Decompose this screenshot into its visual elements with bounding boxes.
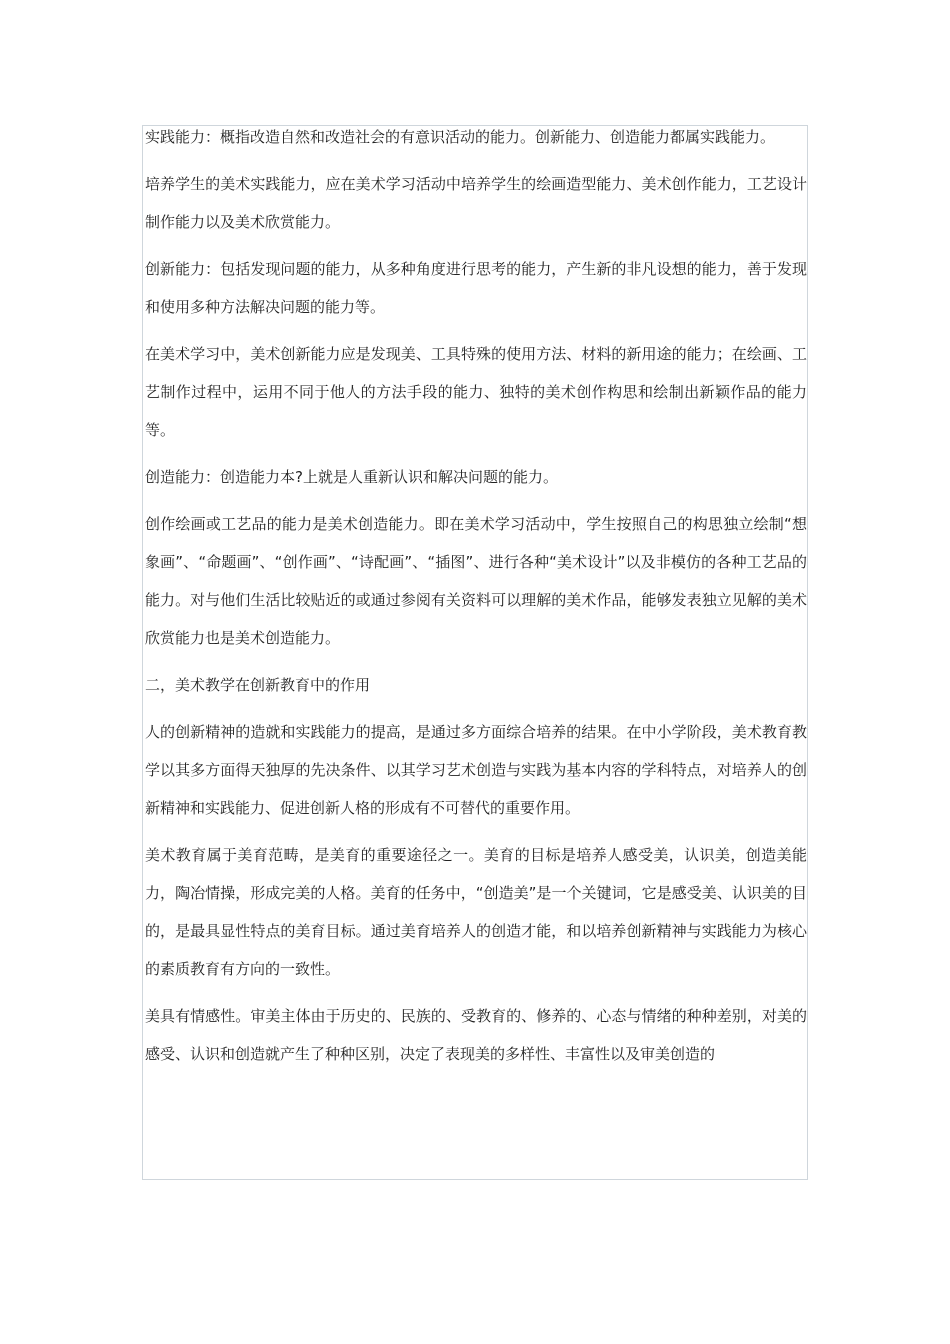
paragraph-aesthetic-education: 美术教育属于美育范畴，是美育的重要途径之一。美育的目标是培养人感受美，认识美，创造美能力，陶冶情操，形成完美的人格。美育的任务中，“创造美”是一个关键词，它是感受美、认识美的目的，是最具显性特点的美育目标。通过美育培养人的创造才能，和以培养创新精神与实践能力为核心的素质教育有方向的一致性。: [145, 846, 807, 978]
paragraph-art-innovation: 在美术学习中，美术创新能力应是发现美、工具特殊的使用方法、材料的新用途的能力；在绘画、工艺制作过程中，运用不同于他人的方法手段的能力、独特的美术创作构思和绘制出新颖作品的能力等。: [145, 345, 807, 439]
paragraph-creative-ability: 创造能力：创造能力本?上就是人重新认识和解决问题的能力。: [145, 468, 558, 486]
paragraph-beauty-emotion: 美具有情感性。审美主体由于历史的、民族的、受教育的、修养的、心态与情绪的种种差别，对美的感受、认识和创造就产生了种种区别，决定了表现美的多样性、丰富性以及审美创造的: [145, 1007, 807, 1063]
section-heading-two: 二，美术教学在创新教育中的作用: [145, 676, 371, 694]
paragraph-practice-ability: 实践能力：概指改造自然和改造社会的有意识活动的能力。创新能力、创造能力都属实践能力。: [145, 128, 776, 146]
document-body: [145, 118, 807, 1082]
paragraph-innovation-ability: 创新能力：包括发现问题的能力，从多种角度进行思考的能力，产生新的非凡设想的能力，善于发现和使用多种方法解决问题的能力等。: [145, 260, 807, 316]
paragraph-innovation-spirit: 人的创新精神的造就和实践能力的提高，是通过多方面综合培养的结果。在中小学阶段，美术教育教学以其多方面得天独厚的先决条件、以其学习艺术创造与实践为基本内容的学科特点，对培养人的创新精神和实践能力、促进创新人格的形成有不可替代的重要作用。: [145, 723, 807, 817]
paragraph-art-practice: 培养学生的美术实践能力，应在美术学习活动中培养学生的绘画造型能力、美术创作能力，工艺设计制作能力以及美术欣赏能力。: [145, 175, 807, 231]
paragraph-art-creation: 创作绘画或工艺品的能力是美术创造能力。即在美术学习活动中，学生按照自己的构思独立绘制“想象画”、“命题画”、“创作画”、“诗配画”、“插图”、进行各种“美术设计”以及非模仿的各种工艺品的能力。对与他们生活比较贴近的或通过参阅有关资料可以理解的美术作品，能够发表独立见解的美术欣赏能力也是美术创造能力。: [145, 515, 807, 647]
